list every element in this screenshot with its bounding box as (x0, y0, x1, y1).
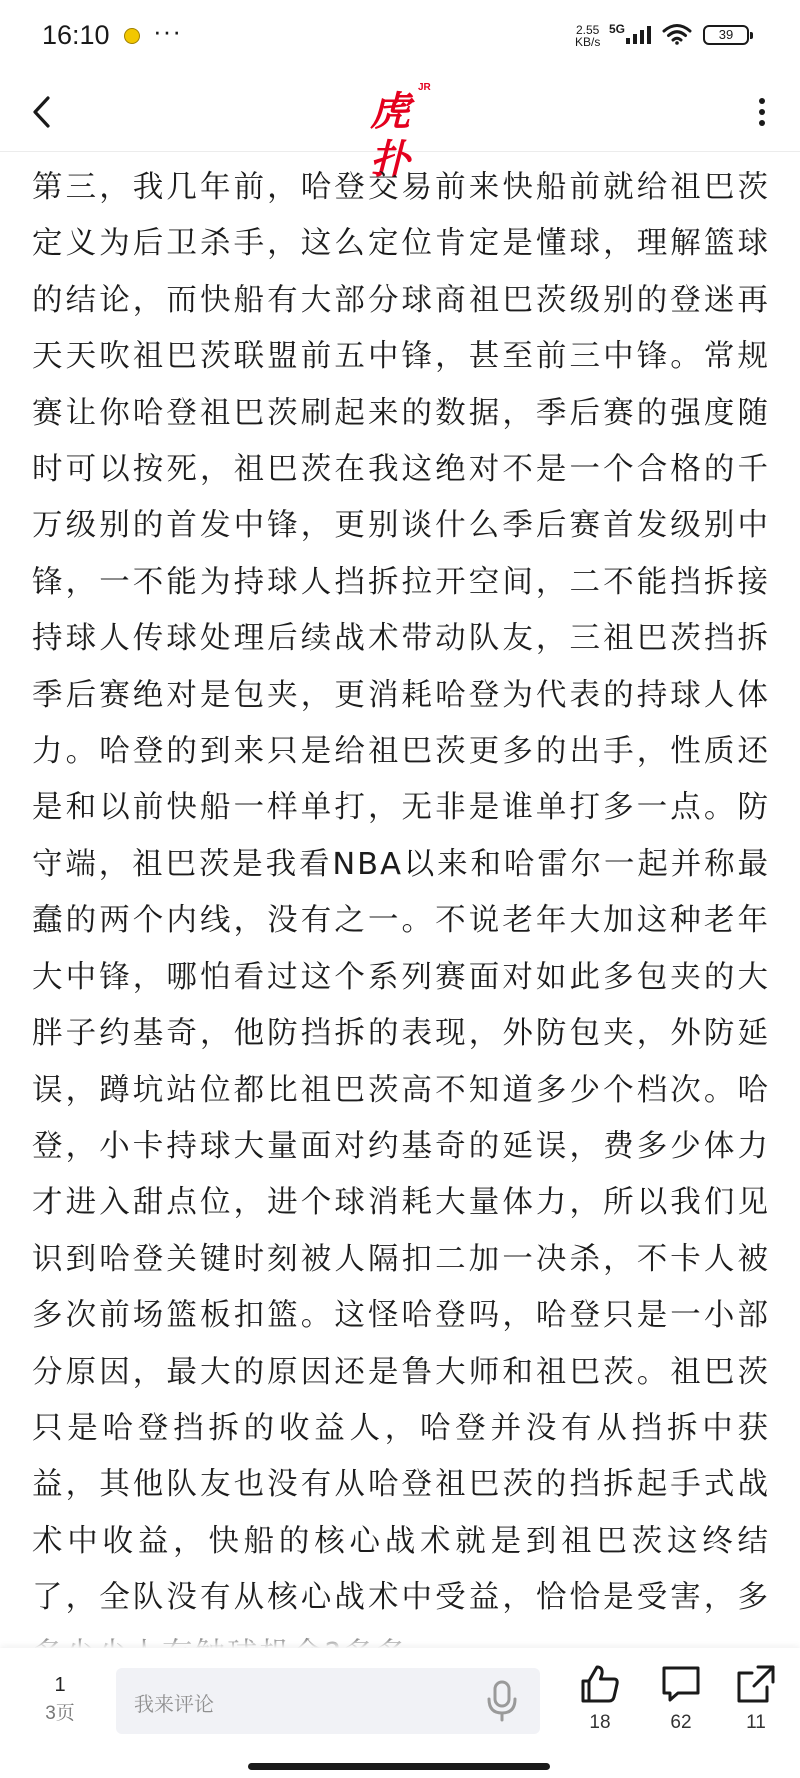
like-button[interactable] (570, 1662, 630, 1734)
logo-text: 虎扑 (370, 88, 406, 183)
notification-icon (124, 28, 140, 44)
share-button[interactable] (726, 1662, 786, 1734)
like-count: 18 (589, 1712, 611, 1733)
mic-icon[interactable] (480, 1678, 524, 1724)
signal-icon (626, 26, 656, 44)
page-current: 1 (54, 1674, 66, 1696)
back-arrow-icon (22, 88, 70, 136)
network-speed-value: 2.55 (575, 23, 600, 37)
comment-count: 62 (670, 1712, 692, 1733)
page-total: 3页 (45, 1703, 75, 1724)
page-indicator[interactable] (30, 1672, 90, 1730)
battery-icon: 39 (703, 25, 749, 45)
article-body (32, 160, 770, 1648)
back-button[interactable] (22, 88, 70, 136)
share-count: 11 (746, 1712, 766, 1733)
home-indicator[interactable] (248, 1763, 550, 1770)
more-options-button[interactable] (744, 88, 780, 136)
logo-superscript: JR (418, 82, 431, 93)
share-icon (734, 1662, 778, 1706)
comment-placeholder: 我来评论 (134, 1692, 214, 1716)
comment-input[interactable] (116, 1668, 540, 1734)
status-time: 16:10 (42, 20, 110, 50)
wifi-icon (662, 23, 692, 45)
article-fade (32, 1630, 770, 1648)
network-speed-unit: KB/s (575, 35, 601, 49)
status-more-dots: ··· (153, 16, 182, 46)
status-bar (0, 0, 800, 72)
comment-icon (659, 1662, 703, 1706)
network-speed (575, 24, 600, 48)
app-header (0, 72, 800, 183)
network-type: 5G (609, 22, 626, 36)
article-text: 第三，我几年前，哈登交易前来快船前就给祖巴茨定义为后卫杀手，这么定位肯定是懂球，理解篮球的结论，而快船有大部分球商祖巴茨级别的登迷再天天吹祖巴茨联盟前五中锋，甚至前三中锋。常规赛让你哈登祖巴茨刷起来的数据，季后赛的强度随时可以按死，祖巴茨在我这绝对不是一个合格的千万级别的首发中锋，更别谈什么季后赛首发级别中锋，一不能为持球人挡拆拉开空间，二不能挡拆接持球人传球处理后续战术带动队友，三祖巴茨挡拆季后赛绝对是包夹，更消耗哈登为代表的持球人体力。哈登的到来只是给祖巴茨更多的出手，性质还是和以前快船一样单打，无非是谁单打多一点。防守端，祖巴茨是我看NBA以来和哈雷尔一起并称最蠢的两个内线，没有之一。不说老年大加这种老年大中锋，哪怕看过这个系列赛面对如此多包夹的大胖子约基奇，他防挡拆的表现，外防包夹，外防延误，蹲坑站位都比祖巴茨高不知道多少个档次。哈登，小卡持球大量面对约基奇的延误，费多少体力才进入甜点位，进个球消耗大量体力，所以我们见识到哈登关键时刻被人隔扣二加一决杀，不卡人被多次前场篮板扣篮。这怪哈登吗，哈登只是一小部分原因，最大的原因还是鲁大师和祖巴茨。祖巴茨只是哈登挡拆的收益人，哈登并没有从挡拆中获益，其他队友也没有从哈登祖巴茨的挡拆起手式战术中收益，快船的核心战术就是到祖巴茨这终结了，全队没有从核心战术中受益，恰恰是受害，多 (32, 170, 770, 1616)
hupu-logo (366, 80, 436, 183)
bottom-action-bar (0, 1648, 800, 1778)
comment-button[interactable] (651, 1662, 711, 1734)
thumbs-up-icon (578, 1662, 622, 1706)
